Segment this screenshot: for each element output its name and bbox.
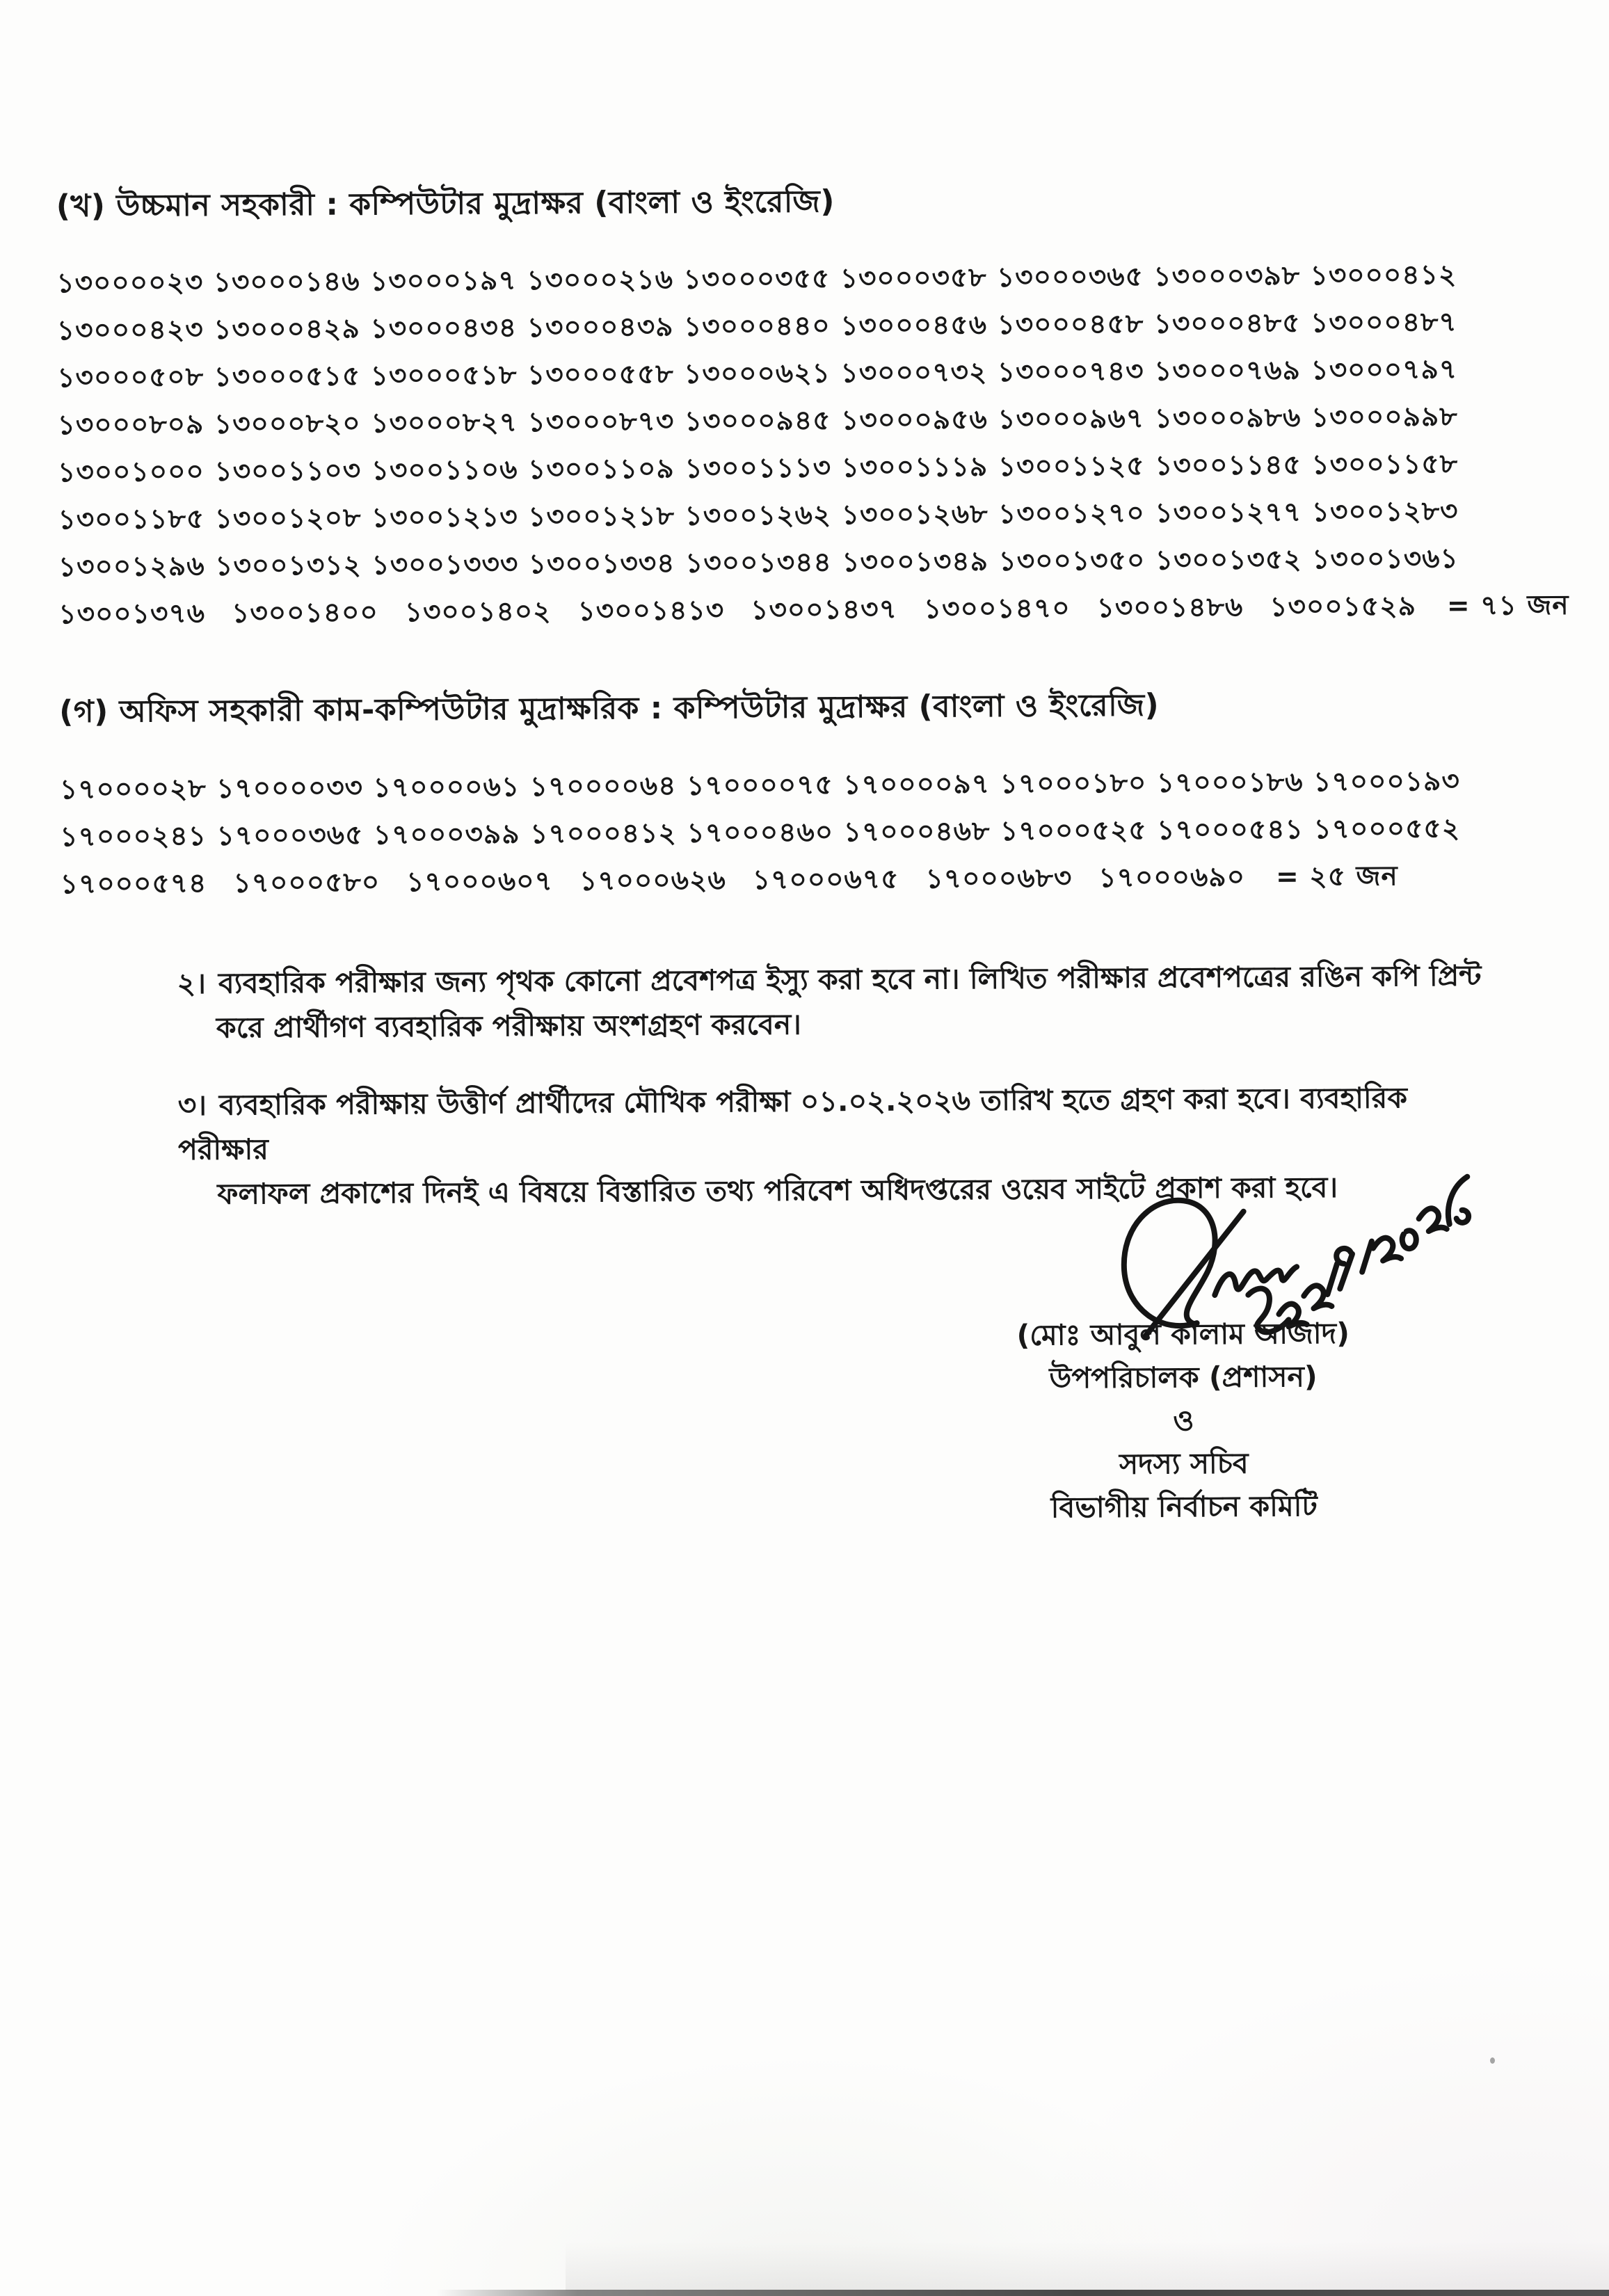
note-2-line-1 bbox=[177, 954, 1484, 1006]
roll-number: ১৩০০০৭৩২ bbox=[840, 356, 988, 390]
roll-number: ১৭০০০৫৭৪ bbox=[60, 867, 207, 901]
roll-number: ১৭০০০৬০৭ bbox=[406, 865, 554, 899]
roll-number: ১৩০০১৩৪৪ bbox=[685, 547, 832, 579]
roll-number: ১৩০০১৫২৯ bbox=[1270, 591, 1417, 623]
roll-number-row bbox=[61, 855, 1461, 910]
roll-number: ১৭০০০৪৬৮ bbox=[843, 815, 991, 849]
roll-number: ১৩০০০৬২১ bbox=[684, 358, 831, 390]
signatory-name: (মোঃ আবুল কালাম আজাদ) bbox=[1016, 1316, 1350, 1352]
note-2-number: ২। bbox=[177, 966, 207, 1001]
roll-number: ১৭০০০১৮৬ bbox=[1156, 766, 1304, 799]
roll-number: ১৭০০০০৬৪ bbox=[529, 770, 677, 803]
roll-number: ১৩০০০৯৯৮ bbox=[1311, 401, 1458, 434]
roll-number: ১৩০০১২১৮ bbox=[528, 500, 675, 533]
note-2 bbox=[177, 954, 1485, 1050]
roll-number-row bbox=[60, 760, 1460, 816]
roll-number: ১৩০০০৪২৯ bbox=[214, 313, 361, 346]
roll-number: ১৩০০০৪৫৬ bbox=[840, 309, 988, 342]
roll-number: ১৩০০১৩৩৪ bbox=[528, 547, 675, 581]
roll-number: ১৩০০০৫১৫ bbox=[214, 360, 361, 393]
scan-bottom-edge-artifact bbox=[437, 2290, 1609, 2296]
signatory-role: সদস্য সচিব bbox=[1119, 1446, 1249, 1481]
roll-number: ১৩০০০৪৩৯ bbox=[527, 311, 674, 344]
roll-number-row bbox=[57, 348, 1457, 404]
roll-number: ১৩০০০৪৮৫ bbox=[1153, 307, 1301, 340]
roll-number: ১৩০০১৩৪৯ bbox=[842, 545, 989, 579]
roll-number: ১৩০০০৪৫৮ bbox=[997, 308, 1144, 341]
roll-number: ১৩০০১৩৫০ bbox=[998, 545, 1146, 577]
roll-number: ১৩০০০৯৮৬ bbox=[1154, 402, 1302, 435]
signatory-conjunction: ও bbox=[1173, 1404, 1194, 1438]
roll-number: ১৭০০০০৩৩ bbox=[216, 772, 364, 805]
roll-number: ১৭০০০৪১২ bbox=[529, 817, 677, 850]
roll-number: ১৩০০১১০৯ bbox=[527, 453, 675, 486]
total-count: = ২৫ জন bbox=[1275, 860, 1398, 893]
roll-number-row bbox=[58, 538, 1459, 593]
roll-number: ১৩০০১৩৭৬ bbox=[58, 597, 206, 631]
note-3-number: ৩। bbox=[177, 1088, 207, 1123]
roll-number: ১৭০০০৪৬০ bbox=[687, 817, 834, 849]
roll-number: ১৩০০০৯৫৬ bbox=[840, 403, 988, 437]
roll-number: ১৩০০১২৮৩ bbox=[1311, 495, 1459, 529]
roll-number: ১৭০০০৩৬৫ bbox=[216, 819, 364, 852]
roll-number: ১৭০০০০৬১ bbox=[373, 771, 520, 804]
roll-number: ১৭০০০৫২৫ bbox=[1000, 814, 1147, 847]
signatory-block bbox=[947, 1312, 1421, 1530]
roll-number-row bbox=[58, 490, 1458, 546]
roll-number: ১৩০০১১৪৫ bbox=[1155, 449, 1302, 482]
roll-number: ১৩০০১৪১৩ bbox=[577, 595, 725, 627]
roll-number: ১৩০০০৮২০ bbox=[214, 408, 361, 440]
note-2-text: ব্যবহারিক পরীক্ষার জন্য পৃথক কোনো প্রবেশপত্র ইস্যু করা হবে না। লিখিত পরীক্ষার প্রবেশপত্রের রঙিন কপি প্রিন্ট bbox=[218, 958, 1482, 1000]
roll-number: ১৩০০০৪২৩ bbox=[56, 314, 204, 347]
roll-number: ১৩০০১২১৩ bbox=[371, 501, 518, 534]
roll-number: ১৩০০১২৯৬ bbox=[58, 550, 205, 584]
signatory-designation: উপপরিচালক (প্রশাসন) bbox=[1049, 1360, 1318, 1395]
signatory-committee: বিভাগীয় নির্বাচন কমিটি bbox=[1050, 1489, 1318, 1525]
roll-number: ১৩০০১৩৬১ bbox=[1311, 543, 1459, 576]
roll-number: ১৩০০০৪৩৪ bbox=[370, 312, 518, 345]
roll-number: ১৩০০০০২৩ bbox=[56, 266, 204, 300]
total-count: = ৭১ জন bbox=[1446, 589, 1569, 622]
roll-number: ১৩০০০৯৬৭ bbox=[998, 403, 1145, 435]
roll-number: ১৭০০০২৪১ bbox=[60, 820, 207, 853]
roll-number: ১৩০০০৫০৮ bbox=[57, 361, 205, 394]
roll-number: ১৩০০১৪৩৭ bbox=[751, 593, 898, 627]
section-kha-roll-grid bbox=[56, 254, 1569, 641]
roll-number: ১৩০০০৪৮৭ bbox=[1310, 306, 1457, 339]
section-kha-heading: (খ) উচ্চমান সহকারী : কম্পিউটার মুদ্রাক্ষর (বাংলা ও ইংরেজি) bbox=[56, 184, 835, 225]
stray-ink-dot bbox=[1490, 2057, 1495, 2064]
roll-number: ১৭০০০৫৫২ bbox=[1313, 812, 1461, 846]
note-3-text: ব্যবহারিক পরীক্ষায় উত্তীর্ণ প্রার্থীদের মৌখিক পরীক্ষা ০১.০২.২০২৬ তারিখ হতে গ্রহণ করা হবে। ব্যবহারিক পরীক্ষার bbox=[177, 1081, 1408, 1167]
roll-number-row bbox=[57, 301, 1457, 357]
roll-number: ১৭০০০১৮০ bbox=[1000, 767, 1147, 800]
roll-number-row bbox=[58, 585, 1569, 641]
section-ga-roll-grid bbox=[60, 760, 1461, 910]
roll-number: ১৩০০১৪৮৬ bbox=[1096, 591, 1244, 625]
roll-number: ১৩০০০১৯৭ bbox=[369, 265, 517, 298]
roll-number: ১৩০০০৭৪৩ bbox=[997, 355, 1144, 388]
roll-number: ১৩০০১৪০২ bbox=[404, 595, 552, 629]
roll-number: ১৩০০০৯৪৫ bbox=[684, 405, 831, 437]
roll-number: ১৭০০০০৯৭ bbox=[843, 768, 991, 801]
roll-number: ১৩০০০২১৬ bbox=[527, 264, 674, 297]
roll-number: ১৩০০১২৬২ bbox=[685, 499, 832, 532]
roll-number: ১৩০০১২৬৮ bbox=[841, 498, 988, 531]
roll-number: ১৩০০১১৮৫ bbox=[58, 503, 205, 536]
roll-number: ১৩০০০৮০৯ bbox=[57, 408, 205, 442]
roll-number: ১৩০০১১২৫ bbox=[998, 450, 1145, 483]
section-ga-heading: (গ) অফিস সহকারী কাম-কম্পিউটার মুদ্রাক্ষরিক : কম্পিউটার মুদ্রাক্ষর (বাংলা ও ইংরেজি) bbox=[59, 687, 1160, 730]
roll-number: ১৭০০০৫৮০ bbox=[233, 867, 381, 899]
roll-number: ১৩০০১১৫৮ bbox=[1311, 448, 1459, 481]
roll-number: ১৩০০০৭৯৭ bbox=[1311, 353, 1458, 387]
roll-number: ১৩০০১২৭০ bbox=[998, 497, 1145, 530]
roll-number: ১৩০০১২০৮ bbox=[214, 502, 362, 535]
roll-number: ১৭০০০৬৯০ bbox=[1098, 861, 1246, 894]
roll-number: ১৩০০০৮২৭ bbox=[371, 407, 518, 440]
roll-number: ১৭০০০৬৮৩ bbox=[925, 862, 1073, 895]
roll-number: ১৩০০১১০৬ bbox=[371, 454, 518, 487]
roll-number: ১৩০০১৩৫২ bbox=[1155, 544, 1302, 577]
roll-number: ১৩০০০৩৬৫ bbox=[996, 261, 1144, 294]
roll-number: ১৭০০০৫৪১ bbox=[1157, 814, 1304, 846]
roll-number: ১৩০০০৭৬৯ bbox=[1153, 355, 1302, 387]
roll-number: ১৭০০০০২৮ bbox=[59, 773, 207, 806]
roll-number: ১৩০০০১৪৬ bbox=[213, 266, 360, 298]
scan-smudge-artifact bbox=[566, 2242, 1609, 2290]
roll-number: ১৩০০১১০৩ bbox=[214, 455, 362, 488]
note-3-line-2: ফলাফল প্রকাশের দিনই এ বিষয়ে বিস্তারিত তথ্য পরিবেশ অধিদপ্তরের ওয়েব সাইটে প্রকাশ করা হবে। bbox=[217, 1170, 1338, 1211]
roll-number-row bbox=[57, 396, 1457, 451]
roll-number-row bbox=[60, 808, 1460, 863]
roll-number: ১৩০০১২৭৭ bbox=[1155, 497, 1302, 529]
roll-number: ১৩০০০৫১৮ bbox=[370, 360, 518, 392]
roll-number: ১৩০০১৩৩৩ bbox=[371, 549, 519, 581]
roll-number: ১৭০০০৩৯৯ bbox=[373, 819, 520, 851]
roll-number: ১৩০০০৪১২ bbox=[1310, 259, 1457, 292]
roll-number: ১৩০০১৪৭০ bbox=[923, 593, 1071, 625]
roll-number-row bbox=[56, 254, 1457, 310]
roll-number: ১৩০০০৮৭৩ bbox=[527, 406, 675, 439]
roll-number: ১৩০০০৩৯৮ bbox=[1153, 260, 1301, 293]
roll-number: ১৩০০১৪০০ bbox=[231, 597, 378, 629]
roll-number: ১৩০০১৩১২ bbox=[215, 549, 362, 582]
roll-number: ১৩০০০৫৫৮ bbox=[527, 358, 674, 392]
roll-number: ১৩০০১১১৯ bbox=[841, 451, 988, 484]
roll-number: ১৩০০১১১৩ bbox=[685, 452, 832, 485]
roll-number: ১৩০০০৪৪০ bbox=[683, 310, 831, 343]
roll-number: ১৭০০০১৯৩ bbox=[1313, 765, 1460, 798]
roll-number: ১৩০০০৩৫৮ bbox=[840, 262, 987, 295]
roll-number-row bbox=[58, 443, 1458, 499]
roll-number: ১৩০০১০০০ bbox=[57, 456, 205, 489]
roll-number: ১৭০০০৬২৬ bbox=[579, 865, 726, 897]
roll-number: ১৭০০০৬৭৫ bbox=[752, 863, 899, 897]
note-2-line-2: করে প্রার্থীগণ ব্যবহারিক পরীক্ষায় অংশগ্রহণ করবেন। bbox=[216, 1007, 802, 1045]
roll-number: ১৩০০০৩৫৫ bbox=[683, 263, 831, 296]
roll-number: ১৭০০০০৭৫ bbox=[686, 769, 833, 802]
